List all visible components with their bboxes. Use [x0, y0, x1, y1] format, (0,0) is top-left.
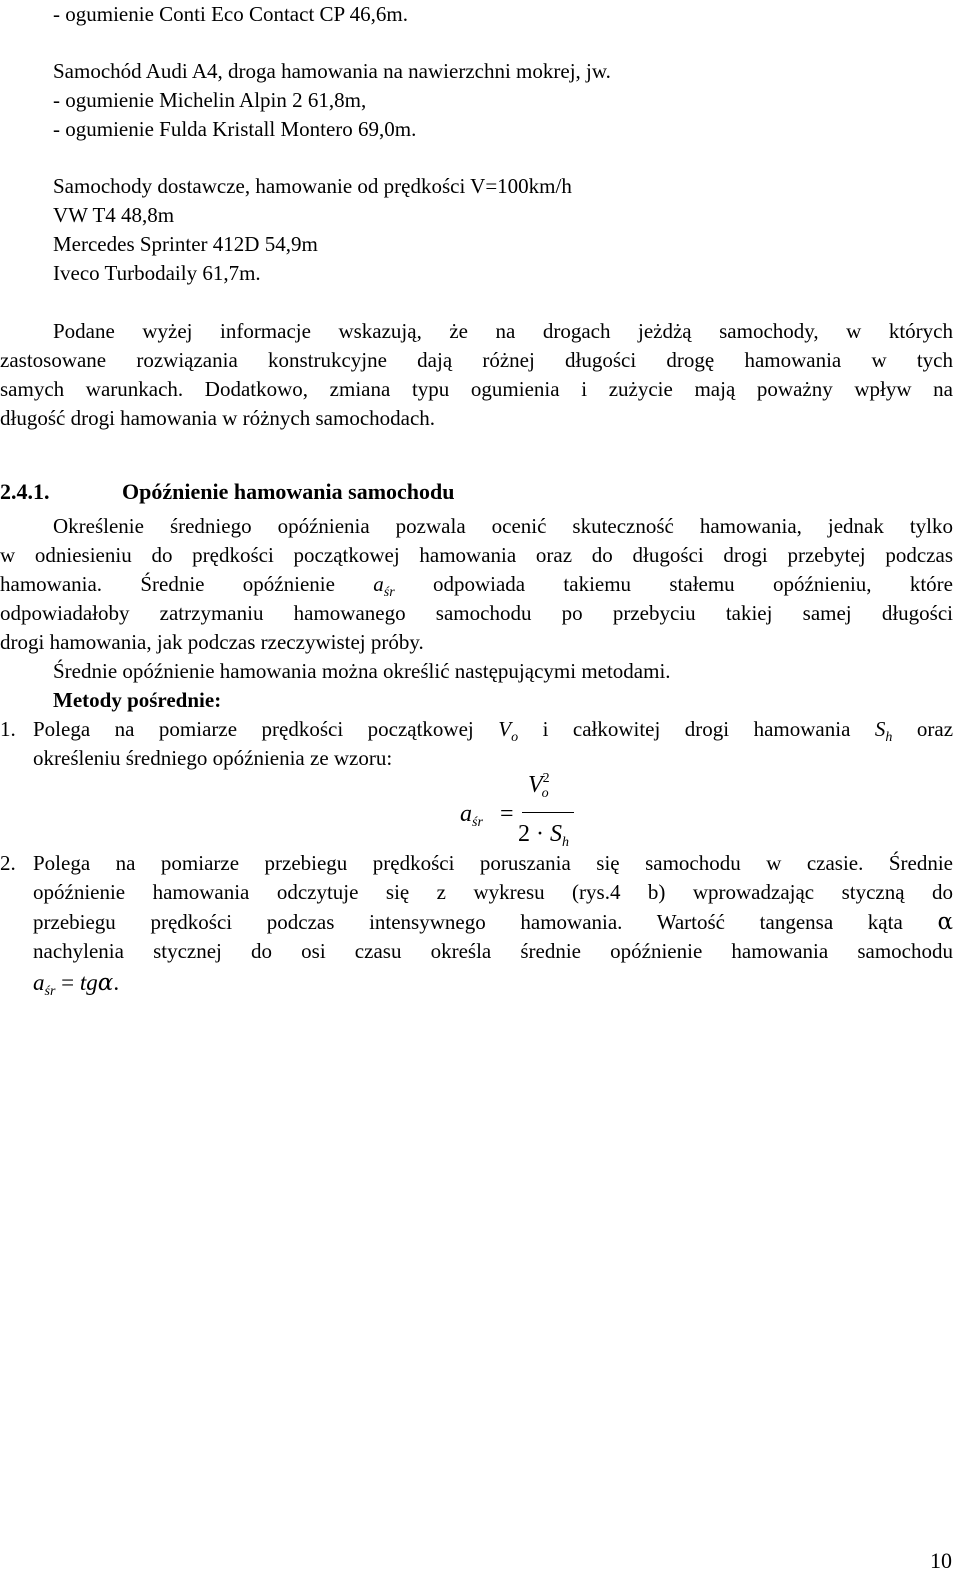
- list-item: - ogumienie Michelin Alpin 2 61,8m,: [53, 88, 367, 112]
- text-span: hamowania. Średnie opóźnienie: [0, 572, 335, 596]
- paragraph-line: drogi hamowania, jak podczas rzeczywistej próby.: [0, 630, 424, 654]
- paragraph-line: określeniu średniego opóźnienia ze wzoru:: [33, 746, 393, 770]
- paragraph-line: nachylenia stycznej do osi czasu określa średnie opóźnienie hamowania samochodu: [33, 939, 953, 963]
- list-item: - ogumienie Fulda Kristall Montero 69,0m.: [53, 117, 417, 141]
- formula: [460, 772, 600, 852]
- paragraph-line: w odniesieniu do prędkości początkowej hamowania oraz do długości drogi przebytej podczas: [0, 543, 953, 567]
- inline-variable: $S_h$: [874, 717, 893, 745]
- page-number: 10: [930, 1548, 952, 1573]
- paragraph-line: [33, 908, 953, 937]
- alpha-symbol: α: [937, 909, 954, 935]
- fraction-bar: [522, 812, 574, 813]
- paragraph-line: odpowiadałoby zatrzymaniu hamowanego samochodu po przebyciu takiej samej długości: [0, 601, 953, 625]
- paragraph-line: [33, 715, 953, 744]
- section-title: Opóźnienie hamowania samochodu: [122, 479, 455, 504]
- list-number: 1.: [0, 717, 16, 741]
- paragraph-line: długość drogi hamowania w różnych samochodach.: [0, 406, 436, 430]
- paragraph-line: opóźnienie hamowania odczytuje się z wykresu (rys.4 b) wprowadzając styczną do: [33, 880, 953, 904]
- paragraph-line: Określenie średniego opóźnienia pozwala ocenić skuteczność hamowania, jednak tylko: [53, 514, 953, 538]
- formula-equals: =: [500, 801, 514, 827]
- text-span: oraz: [916, 717, 954, 741]
- formula-denominator: $2 \cdot S_h$: [518, 821, 569, 850]
- text-span: przebiegu prędkości podczas intensywnego hamowania. Wartość tangensa kąta: [33, 910, 903, 934]
- text-span: Polega na pomiarze prędkości początkowej: [33, 717, 474, 741]
- formula-numerator: $V^2_o$: [528, 771, 550, 801]
- paragraph-line: zastosowane rozwiązania konstrukcyjne dają różnej długości drogę hamowania w tych: [0, 348, 953, 372]
- text-span: odpowiada takiemu stałemu opóźnieniu, które: [432, 572, 954, 596]
- text-span: i całkowitej drogi hamowania: [542, 717, 851, 741]
- text-line: Samochody dostawcze, hamowanie od prędkości V=100km/h: [53, 174, 572, 198]
- formula-lhs: $a_{śr}$: [460, 801, 483, 830]
- inline-variable: $V_o$: [498, 717, 519, 745]
- paragraph-line: samych warunkach. Dodatkowo, zmiana typu ogumienia i zużycie mają poważny wpływ na: [0, 377, 953, 401]
- text-line: Samochód Audi A4, droga hamowania na nawierzchni mokrej, jw.: [53, 59, 611, 83]
- paragraph-line: [0, 570, 953, 599]
- list-number: 2.: [0, 851, 16, 875]
- inline-formula: $a_{śr} = tg\alpha$.: [33, 970, 120, 999]
- text-line: VW T4 48,8m: [53, 203, 175, 227]
- inline-variable: $a_{śr}$: [373, 572, 395, 600]
- section-number: 2.4.1.: [0, 479, 50, 504]
- paragraph-line: Średnie opóźnienie hamowania można określić następującymi metodami.: [53, 659, 671, 683]
- text-line: Iveco Turbodaily 61,7m.: [53, 261, 261, 285]
- methods-heading: Metody pośrednie:: [53, 688, 222, 712]
- paragraph-line: Podane wyżej informacje wskazują, że na drogach jeżdżą samochody, w których: [53, 319, 953, 343]
- list-item: - ogumienie Conti Eco Contact CP 46,6m.: [53, 2, 409, 26]
- text-line: Mercedes Sprinter 412D 54,9m: [53, 232, 318, 256]
- paragraph-line: Polega na pomiarze przebiegu prędkości poruszania się samochodu w czasie. Średnie: [33, 851, 953, 875]
